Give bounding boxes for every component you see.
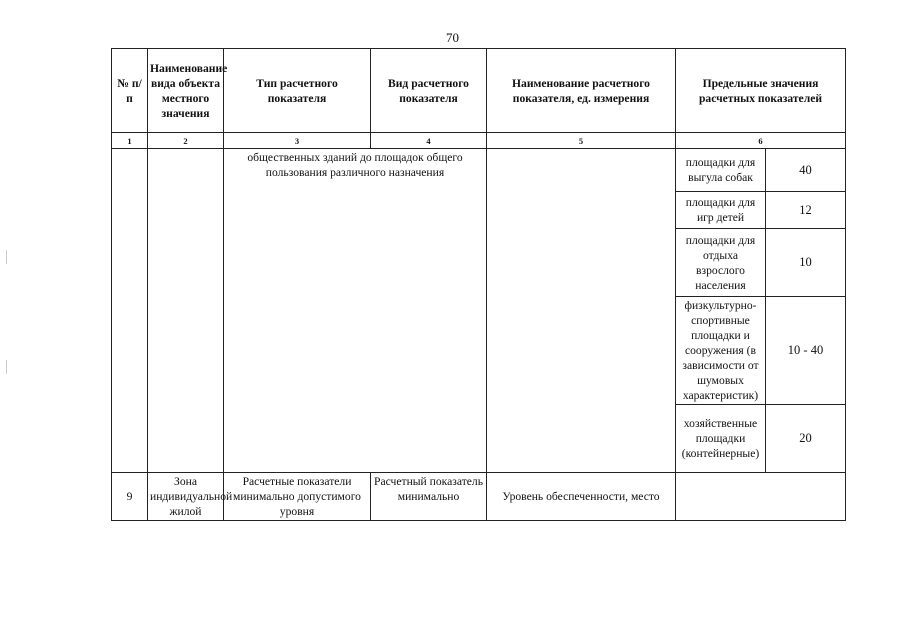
limit-label: хозяйственные площадки (контейнерные)	[676, 405, 766, 473]
indicator-type: Расчетные показатели минимально допустимого уровня	[224, 473, 371, 521]
limit-value: 20	[766, 405, 846, 473]
table-row	[112, 473, 846, 521]
indicator-name: Уровень обеспеченности, место	[487, 473, 676, 521]
limit-label: площадки для игр детей	[676, 192, 766, 229]
continuation-text: общественных зданий до площадок общего пользования различного назначения	[224, 149, 487, 473]
header-type: Тип расчетного показателя	[224, 49, 371, 133]
limit-value: 10 - 40	[766, 297, 846, 405]
scan-margin-mark	[6, 360, 7, 374]
empty-cell	[112, 149, 148, 473]
limit-label: физкультурно-спортивные площадки и сооружения (в зависимости от шумовых характеристик)	[676, 297, 766, 405]
column-number: 3	[224, 133, 371, 149]
header-limits: Предельные значения расчетных показателей	[676, 49, 846, 133]
empty-cell	[487, 149, 676, 473]
table-row	[112, 149, 846, 192]
page-number: 70	[446, 30, 459, 45]
indicator-kind: Расчетный показатель минимально	[371, 473, 487, 521]
limit-value: 12	[766, 192, 846, 229]
column-number-row	[112, 133, 846, 149]
header-object: Наименование вида объекта местного значения	[148, 49, 224, 133]
row-number: 9	[112, 473, 148, 521]
limit-label: площадки для отдыха взрослого населения	[676, 229, 766, 297]
column-number: 2	[148, 133, 224, 149]
column-number: 4	[371, 133, 487, 149]
indicator-value	[676, 473, 846, 521]
header-kind: Вид расчетного показателя	[371, 49, 487, 133]
column-number: 1	[112, 133, 148, 149]
header-name: Наименование расчетного показателя, ед. измерения	[487, 49, 676, 133]
header-row	[112, 49, 846, 133]
column-number: 6	[676, 133, 846, 149]
scan-margin-mark	[6, 250, 7, 264]
header-num: № п/п	[112, 49, 148, 133]
column-number: 5	[487, 133, 676, 149]
object-name: Зона индивидуальной жилой	[148, 473, 224, 521]
limit-value: 10	[766, 229, 846, 297]
limit-value: 40	[766, 149, 846, 192]
empty-cell	[148, 149, 224, 473]
limit-label: площадки для выгула собак	[676, 149, 766, 192]
standards-table	[111, 48, 846, 521]
